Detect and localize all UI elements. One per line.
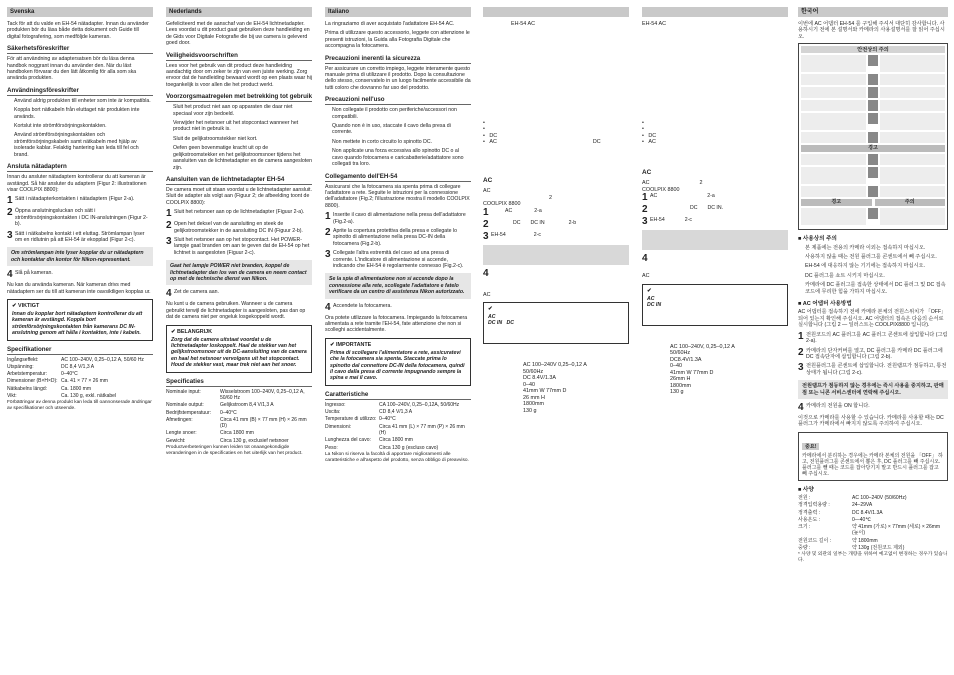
table-row: 중량 : 약 130g (전원코드 제외) (798, 545, 905, 552)
warning-icon (868, 154, 878, 165)
text-fragment: 2 (549, 194, 552, 201)
section-fragment: AC (642, 168, 652, 176)
column-nederlands (166, 7, 312, 671)
step-4: 4 카메라의 전원을 ON 합니다. (798, 401, 870, 413)
table-row: Lengte snoer: Circa 1800 mm (166, 430, 254, 437)
list-item: • Kortslut inte strömförsörjningskontakten. (14, 123, 153, 129)
important-title: ✔ BELANGRIJK (171, 328, 213, 335)
important-box: ✔ AC DC IN DC (483, 302, 629, 344)
footnote: La Nikon si riserva la facoltà di apportare miglioramenti alle caratteristiche e all'aspetto del prodotto, senza obbligo di preavviso. (325, 451, 469, 463)
list-item: • Non applicate una forza eccessiva allo spinotto DC o al cavo quando fotocamera e caricabatterie/adattatore sono collegati tra loro. (332, 148, 471, 167)
table-row: Afmetingen: Circa 41 mm (B) × 77 mm (H) × 26 mm (D) (166, 416, 307, 430)
section-heading: Specificaties (166, 378, 312, 387)
list-item: • 사용하지 않을 때는 전원 플러그를 콘센트에서 빼 주십시오. (805, 254, 948, 260)
section-heading: ■ AC 어댑터 사용방법 (798, 301, 852, 308)
intro-text: 이번에 AC 어댑터 EH-54 를 구입해 주셔서 대단히 감사합니다. 사용하시기 전에 본 설명서와 카메라의 사용설명서를 잘 읽어 주십시오. (798, 21, 945, 40)
important-body: 카메라에서 분리하는 경우에는 카메라 본체의 전원을 「OFF」 하고, 전원플러그를 콘센트에서 뽑은 후, DC 플러그를 빼 주십시오. 플러그를 뺄 때는 코드를 잡아당기지 말고 반드시 플러그를 잡고 빼 주십시오. (802, 452, 943, 478)
important-body: Prima di scollegare l'alimentatore a rete, assicuratevi che la fotocamera sia spenta. Staccate prima lo spinotto dal connettore DC-IN della fotocamera, quindi il cavo dalla presa di corrente impugnando sempre la spina e mai il cavo. (330, 349, 465, 382)
bullet-fragment: • AC DC (483, 139, 601, 145)
step-4: 4 Slå på kameran. (7, 269, 53, 281)
important-box (325, 338, 471, 386)
column-fragment-b (642, 7, 788, 671)
section-heading: Collegamento dell'EH-54 (325, 173, 471, 182)
language-header: 한국어 (798, 7, 948, 17)
section-heading: Precauzioni inerenti la sicurezza (325, 55, 471, 64)
step-1: 1 AC 2-a (642, 192, 715, 203)
bullet-fragment: • (642, 126, 644, 132)
column-korean (798, 7, 948, 671)
prohibit-icon (868, 167, 878, 178)
after-text: Ora potete utilizzare la fotocamera. Impiegando la fotocamera alimentata a rete tramite l'EH-54, fate attenzione che non si scolleghi accidentalmente. (325, 314, 468, 334)
connect-text: De camera moet uit staan voordat u de lichtnetadapter aansluit. Sluit de adapter als volgt aan (Figuur 2; de afbeelding toont de COOLPIX 8800): (166, 186, 312, 206)
warning-icon (868, 186, 878, 197)
usage-list (166, 104, 312, 171)
table-row: Dimensioner (B×H×D): Ca. 41 × 77 × 26 mm (7, 378, 108, 385)
list-item: • Koppla bort nätkabeln från eluttaget när produkten inte används. (14, 107, 153, 120)
warning-icon (868, 132, 878, 143)
step-1: 1 Sätt i nätadapterkontakten i nätadaptern (Figur 2-a). (7, 195, 135, 207)
note-box (642, 230, 788, 250)
spec-table (166, 389, 312, 445)
step-1: 1 AC 2-a (483, 206, 542, 218)
bullet-fragment: • DC (642, 132, 657, 139)
intro-fragment: EH-54 AC (511, 21, 535, 27)
list-item: • Oefen geen bovenmatige kracht uit op de gelijkstroomstekker en het gelijkstroomsnoer tijdens het aansluiten van de lichtnetadapter en de camera aangesloten zijn. (173, 145, 312, 171)
table-row: Arbetstemperatur: 0–40°C (7, 371, 78, 378)
section-heading: Veiligheidsvoorschriften (166, 52, 312, 61)
step-3: 3 Sluit het netsnoer aan op het stopcontact. Het POWER-lampje gaat branden om aan te geven dat de EH-54 op het lichtnet is aangesloten (Figuur 2-c). (166, 235, 310, 256)
connect-text: Innan du ansluter nätadaptern kontrollerar du att kameran är avstängd. Så här ansluter du adaptern (Figur 2: illustrationen visar COOLPIX 8800): (7, 174, 147, 193)
language-header: Nederlands (166, 7, 312, 17)
table-row: Gewicht: Circa 130 g, exclusief netsnoer (166, 437, 289, 444)
note-box: Se la spia di alimentazione non si accende dopo la connessione alla rete, scollegate l'adattatore e fatelo verificare da un centro di assistenza Nikon autorizzato. (325, 273, 471, 298)
bullet-fragment: • AC (642, 139, 656, 145)
list-item: • Quando non è in uso, staccate il cavo della presa di corrente. (332, 123, 471, 136)
intro-text: La ringraziamo di aver acquistato l'adattatore EH-54 AC. (325, 21, 455, 27)
list-item: • EH-54 에 대응하지 않는 기기에는 접속하지 마십시오. (805, 263, 948, 269)
table-row: Temperature di utilizzo: 0–40°C (325, 416, 396, 423)
important-box (166, 325, 312, 373)
section-heading: Säkerhetsföreskrifter (7, 45, 153, 54)
table-row: Bedrijfstemperatuur: 0–40°C (166, 409, 237, 416)
step-2: 2 Aprite la copertura protettiva della presa e collegate lo spinotto di alimentazione nella presa DC-IN della fotocamera (Fig.2-b). (325, 226, 457, 247)
intro-text: Tack för att du valde en EH-54 nätadapter. Innan du använder produkten bör du läsa både detta dokument och Guide till digital fotografering, som medföljde kameran. (7, 21, 149, 40)
list-item: • 카메라에 DC 플러그를 접속한 상태에서 DC 플러그 및 DC 접속 코드에 무리한 힘을 가하지 마십시오. (805, 282, 948, 295)
bullet-fragment: • (483, 119, 485, 126)
after-text: Nu kan du använda kameran. När kameran drivs med nätadaptern ser du till att kameran inte oavsiktligen kopplas ur. (7, 282, 151, 295)
section-heading: ■ 사용상의 주의 (798, 236, 837, 243)
table-row: 정격입력용량 : 24–29VA (798, 502, 873, 509)
bullet-fragment: • (642, 119, 644, 126)
important-body: Zorg dat de camera uitstaat voordat u de lichtnetadapter loskoppelt. Haal de stekker van het gelijkstroomsnoer uit de DC-aansluiting van de camera en haal het netsnoer vervolgens uit het stopcontact. Houd de stekker vast, maar trek niet aan het snoer. (171, 336, 307, 369)
step-2: 2 Öppna anslutningsluckan och sätt i strömförsörjningskontakten i DC IN-anslutningen (Figur 2-b). (7, 207, 148, 228)
safety-text: För att användning av adaptersatsen bör du läsa denna handbok noggrant innan du använder den. När du läst handboken förvarar du den lätt åtkomlig för alla som ska använda produkten. (7, 56, 137, 82)
model-fragment: COOLPIX 8800 (483, 201, 521, 207)
step-2: 2 카메라의 단자커버를 열고, DC 플러그를 카메라 DC 플러그에 DC 접속단자에 삽입합니다 (그림 2-b). (798, 346, 943, 360)
caution-label: 주의 (875, 199, 946, 206)
important-box: ✔ AC DC IN (642, 284, 788, 326)
spec-table (7, 357, 153, 401)
table-row: Ingresso: CA 100–240V, 0,25–0,12A, 50/60Hz (325, 401, 460, 408)
important-body: Innan du kopplar bort nätadaptern kontrollerar du att kameran är avstängd. Koppla bort strömförsörjningskontakten från kamerans DC IN-anslutning genom att hålla i kontakten, inte i kabeln. (12, 310, 143, 337)
after-text: Nu kunt u de camera gebruiken. Wanneer u de camera gebruikt terwijl de lichtnetadapter is aangesloten, pas dan op dat de camera niet per ongeluk losgekoppeld wordt. (166, 301, 306, 321)
language-header: Italiano (325, 7, 471, 17)
warning-icon (868, 100, 878, 111)
table-row: Ingångseffekt: AC 100–240V, 0,25–0,12 A, 50/60 Hz (7, 356, 144, 363)
table-row: Dimensioni: Circa 41 mm (L) × 77 mm (P) × 26 mm (H) (325, 423, 465, 437)
note-box: 전원램프가 점등하지 않는 경우에는 즉시 사용을 중지하고, 판매점 또는 니콘 서비스센터에 연락해 주십시오. (798, 380, 948, 399)
after-text: 이것으로 카메라를 사용할 수 있습니다. 카메라를 사용할 때는 DC 플러그가 카메라에서 빠지지 않도록 주의하여 주십시오. (798, 414, 944, 428)
intro-fragment: EH-54 AC (642, 21, 666, 27)
spec-table (798, 495, 948, 552)
section-heading: Aansluiten van de lichtnetadapter EH-54 (166, 176, 312, 185)
note-box: Om strömlampan inte lyser kopplar du ur nätadaptern och kontaktar din kontor för Nikon-representant. (7, 247, 153, 266)
usage-list (7, 98, 153, 158)
warning-icon (868, 74, 878, 85)
step-2: 2 DC DC IN. (642, 204, 724, 215)
spec-table (325, 402, 471, 452)
table-row: 전원코드 길이 : 약 1800mm (798, 537, 878, 544)
safety-title: 안전상의 주의 (801, 46, 945, 53)
table-row: Uscita: CD 8,4 V/1,3 A (325, 409, 413, 416)
section-heading: Ansluta nätadaptern (7, 163, 153, 172)
footnote: Förbättringar av denna produkt kan leda till oannonserade ändringar av specifikationer och utseende. (7, 400, 152, 412)
step-2: 2 DC DC IN 2-b (483, 218, 577, 230)
table-row: Utspänning: DC 8,4 V/1,3 A (7, 363, 95, 370)
list-item: • Sluit het product niet aan op apparaten die daar niet speciaal voor zijn bedoeld. (173, 104, 312, 117)
safety-table (798, 43, 948, 230)
spec-fragment: AC 100–240V 0,25–0,12 A 50/60Hz DC 8.4V/1.3A 0–40 41mm W 77mm D 26 mm H 1800mm 130 g (523, 362, 587, 414)
important-title: ✔ VIKTIGT (12, 302, 40, 309)
list-item: • 본 제품에는 전용의 카메라 이외는 접속하지 마십시오. (805, 245, 948, 251)
safety-text: Per assicurare un corretto impiego, leggete interamente questo manuale prima di utilizzare il prodotto. Dopo la consultazione dello stesso, conservatelo in un luogo facilmente accessibile da tutti coloro che dovranno far uso del prodotto. (325, 65, 471, 91)
warning-label: 경고 (801, 145, 945, 152)
warning-label: 경고 (801, 199, 872, 206)
step-4: 4 Zet de camera aan. (166, 288, 219, 300)
list-item: • Använd strömförsörjningskontakten och strömförsörjningskabeln samt nätkabeln med hjälp av isolerade kablar. Felaktig hantering kan leda till fel och brand. (14, 132, 153, 158)
usage-list (798, 245, 948, 295)
section-fragment: AC (483, 176, 493, 184)
table-row: 전원 : AC 100–240V (50/60Hz) (798, 494, 907, 501)
table-row: Nominale input: Wisselstroom 100–240V, 0,25–0,12 A, 50/60 Hz (166, 388, 305, 401)
table-row: Vikt: Ca. 130 g, exkl. nätkabel (7, 393, 117, 400)
list-item: • Non collegate il prodotto con periferiche/accessori non compatibili. (332, 107, 471, 120)
connect-text: Assicurarsi che la fotocamera sia spenta prima di collegare l'adattatore a rete. Seguite le istruzioni per la connessione dell'adattatore (Fig.2; l'illustrazione mostra il modello COOLPIX 8800). (325, 183, 470, 209)
column-svenska (7, 7, 153, 671)
step-4: 4 Accendete la fotocamera. (325, 301, 392, 313)
step-1: 1 Sluit het netsnoer aan op de lichtnetadapter (Figuur 2-a). (166, 208, 305, 220)
intro-text: Gefeliciteerd met de aanschaf van de EH-54 lichtnetadapter. Lees voordat u dit product gaat gebruiken deze handleiding en de Gids voor Digitale Fotografie die bij uw camera is geleverd goed door. (166, 21, 310, 47)
spec-fragment: AC 100–240V, 0,25–0,12 A 50/60Hz DC8.4V/1.3A 0–40 41mm W 77mm D 26mm H 1800mm 130 g (670, 343, 735, 395)
model-fragment: COOLPIX 8800 (642, 186, 680, 193)
list-item: • Verwijder het netsnoer uit het stopcontact wanneer het product niet in gebruik is. (173, 120, 312, 133)
step-4: 4 (483, 267, 489, 279)
section-heading: ■ 사양 (798, 486, 814, 493)
table-row: Nominale output: Gelijkstroom 8,4 V/1,3 A (166, 402, 274, 409)
language-header: Svenska (7, 7, 153, 17)
list-item: • Använd aldrig produkten till enheter som inte är kompatibla. (14, 98, 153, 104)
table-row: Peso: Circa 130 g (escluso cavo) (325, 444, 439, 451)
important-title: 중요! (802, 443, 819, 450)
note-box (483, 245, 629, 265)
important-title: ✔ IMPORTANTE (330, 341, 372, 348)
note-box: Gaat het lampje POWER niet branden, koppel de lichtnetadapter dan los van de camera en neem contact op met de technische dienst van Nikon. (166, 260, 312, 285)
table-row: Lunghezza del cavo: Circa 1800 mm (325, 437, 413, 444)
table-row: 정격출력 : DC 8.4V/1.3A (798, 509, 883, 516)
table-row: 크기 : 약 41mm (가로) × 77mm (세로) × 26mm (높이) (798, 524, 941, 537)
section-heading: Precauzioni nell'uso (325, 96, 471, 105)
table-row: 사용온도 : 0—40℃ (798, 516, 871, 523)
column-italiano (325, 7, 471, 671)
column-fragment-a (483, 7, 629, 671)
step-3: 3 EH-54 2-c (483, 230, 541, 242)
language-header (483, 7, 629, 17)
step-3: 3 Collegate l'altra estremità del cavo ad una presa di corrente. L'indicatore di alimentazione si accende, indicando che EH-54 è regolarmente connesso (Fig.2-c). (325, 249, 464, 269)
connect-text: AC 어댑터를 접속하기 전에 카메라 본체의 전원스위치가 「OFF」 되어 있는지 확인해 주십시오. AC 어댑터의 접속은 다음의 순서로 실시합니다 (그림 2 — 일러스트는 COOLPIX8800 입니다). (798, 309, 947, 329)
important-box (798, 432, 948, 481)
step-1: 1 Inserite il cavo di alimentazione nella presa dell'adattatore (Fig.2-a). (325, 211, 466, 225)
caution-icon (868, 208, 878, 219)
list-item: • DC 플러그를 쇼트 시키지 마십시오. (805, 273, 948, 279)
important-box (7, 299, 153, 341)
usage-list (325, 107, 471, 167)
footnote: Productverbeteringen kunnen leiden tot onaangekondigde veranderingen in de specificaties en het uiterlijk van het product. (166, 445, 303, 456)
footnote: * 사양 및 외관의 일부는 개량을 위하여 예고없이 변경하는 경우가 있습니다. (798, 552, 948, 564)
language-header (642, 7, 788, 17)
section-heading: Användningsföreskrifter (7, 87, 153, 96)
section-heading: Caratteristiche (325, 391, 471, 400)
step-1: 1 전원코드의 AC 플러그를 AC 플러그 콘센트에 삽입합니다 (그림 2-a). (798, 330, 948, 345)
prohibit-icon (868, 87, 878, 98)
section-heading: Voorzorgsmaatregelen met betrekking tot gebruik (166, 93, 312, 101)
text-fragment: AC (483, 291, 491, 298)
step-3: 3 EH-54 2-c (642, 216, 692, 227)
bullet-fragment: • DC (483, 132, 498, 139)
text-fragment: AC (483, 188, 491, 194)
step-2: 2 Open het deksel van de aansluiting en steek de gelijkstroomstekker in de aansluiting DC IN (Figuur 2-b). (166, 220, 303, 234)
list-item: • Non mettete in corto circuito lo spinotto DC. (332, 139, 471, 145)
section-heading: Specifikationer (7, 346, 153, 355)
warning-icon (868, 55, 878, 66)
step-4: 4 (642, 253, 648, 264)
text-fragment: AC 2 (642, 180, 703, 186)
prohibit-icon (868, 113, 878, 124)
safety-text: Lees voor het gebruik van dit product deze handleiding aandachtig door om zeker te zijn van een juiste werking. Zorg ervoor dat de handleiding bewaard wordt op een plaats waar hij toegankelijk is voor allen die het product werkt. (166, 62, 312, 88)
list-item: • Sluit de gelijkstroomstekker niet kort. (173, 136, 312, 142)
intro-text-2: Prima di utilizzare questo accessorio, leggete con attenzione le presenti istruzioni, la Guida alla Fotografia Digitale che accompagna la fotocamera. (325, 30, 470, 50)
table-row: Nätkabelns längd: Ca. 1800 mm (7, 385, 92, 392)
step-3: 3 전원플러그를 콘센트에 삽입합니다. 전원램프가 점등하고, 통전상태가 됩니다 (그림 2-c). (798, 362, 947, 376)
step-3: 3 Sätt i nätkabelns kontakt i ett eluttag. Strömlampan lyser om en ridlutnin på att EH-54 är ekopplad (Figur 2-c). (7, 229, 145, 243)
bullet-fragment: • (483, 126, 485, 132)
text-fragment: AC (642, 273, 650, 279)
